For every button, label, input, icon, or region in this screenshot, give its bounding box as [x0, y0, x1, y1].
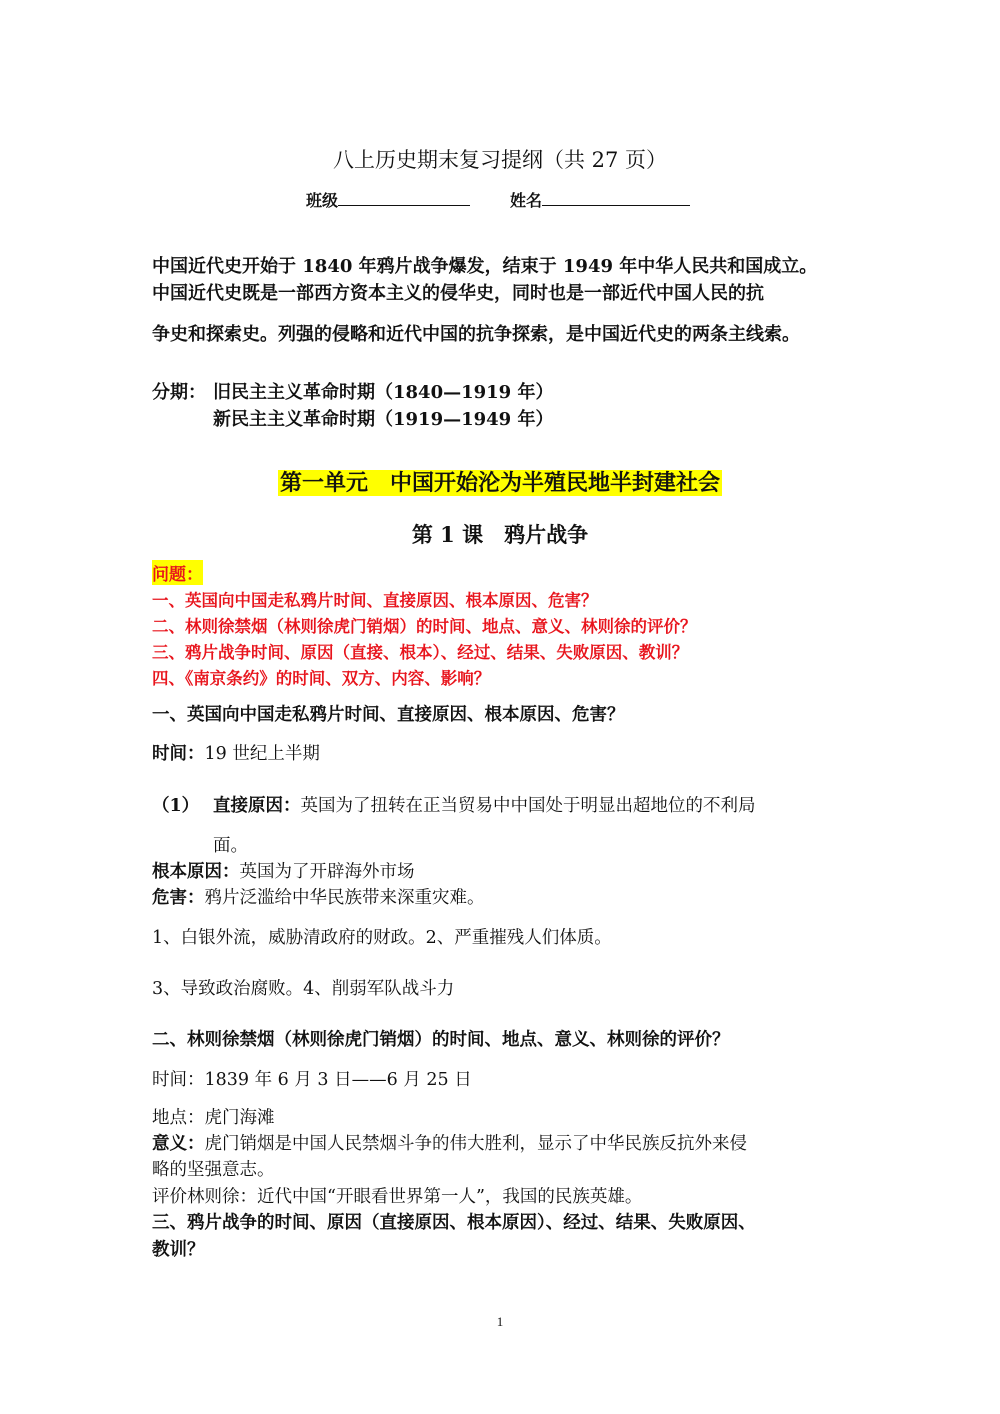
harm-value: 鸦片泛滥给中华民族带来深重灾难。: [204, 888, 485, 908]
section2-meaning-cont: 略的坚强意志。: [152, 1160, 275, 1180]
harm-items-1: 1、白银外流，威胁清政府的财政。2、严重摧残人们体质。: [152, 928, 612, 948]
meaning-label: 意义：: [152, 1134, 205, 1154]
unit-title-wrap: [0, 466, 1000, 497]
class-field[interactable]: [306, 188, 470, 211]
harm: [152, 884, 485, 909]
class-blank[interactable]: [338, 189, 470, 206]
periods-label: 分期：: [152, 382, 206, 403]
section3-heading-line1: 三、鸦片战争的时间、原因（直接原因、根本原因）、经过、结果、失败原因、: [152, 1213, 756, 1233]
period-old: 旧民主主义革命时期（1840—1919 年）: [213, 382, 554, 403]
page-number: 1: [496, 1314, 504, 1329]
section2-time: 时间：1839 年 6 月 3 日——6 月 25 日: [152, 1070, 472, 1090]
section1-time: [152, 740, 320, 765]
direct-cause-cont: 面。: [213, 836, 248, 856]
question-item: 三、鸦片战争时间、原因（直接、根本）、经过、结果、失败原因、教训？: [152, 643, 689, 662]
section2-place: 地点：虎门海滩: [152, 1108, 275, 1128]
root-value: 英国为了开辟海外市场: [239, 862, 415, 882]
root-cause: [152, 858, 415, 883]
intro-line-2: 中国近代史既是一部西方资本主义的侵华史，同时也是一部近代中国人民的抗: [152, 283, 764, 304]
questions-label: 问题：: [152, 560, 203, 585]
meaning-value: 虎门销烟是中国人民禁烟斗争的伟大胜利，显示了中华民族反抗外来侵: [204, 1134, 747, 1154]
intro-line-1: 中国近代史开始于 1840 年鸦片战争爆发，结束于 1949 年中华人民共和国成立。: [152, 256, 818, 277]
section2-heading: 二、林则徐禁烟（林则徐虎门销烟）的时间、地点、意义、林则徐的评价？: [152, 1030, 730, 1050]
item-number: （1）: [152, 796, 200, 816]
root-label: 根本原因：: [152, 862, 240, 882]
question-item: 四、《南京条约》的时间、双方、内容、影响？: [152, 669, 491, 688]
harm-items-2: 3、导致政治腐败。4、削弱军队战斗力: [152, 979, 455, 999]
direct-cause: [213, 792, 756, 817]
page-title: 八上历史期末复习提纲（共 27 页）: [332, 148, 668, 172]
time-label: 时间：: [152, 744, 205, 764]
intro-line-3: 争史和探索史。列强的侵略和近代中国的抗争探索，是中国近代史的两条主线索。: [152, 324, 800, 345]
question-item: 二、林则徐禁烟（林则徐虎门销烟）的时间、地点、意义、林则徐的评价？: [152, 617, 697, 636]
section1-heading: 一、英国向中国走私鸦片时间、直接原因、根本原因、危害？: [152, 705, 625, 725]
direct-label: 直接原因：: [213, 796, 301, 816]
unit-title: 第一单元 中国开始沦为半殖民地半封建社会: [279, 470, 720, 496]
harm-label: 危害：: [152, 888, 205, 908]
question-item: 一、英国向中国走私鸦片时间、直接原因、根本原因、危害？: [152, 591, 598, 610]
time-value: 19 世纪上半期: [204, 744, 320, 764]
class-label: 班级: [306, 191, 339, 210]
section2-evaluation: 评价林则徐：近代中国“开眼看世界第一人”，我国的民族英雄。: [152, 1187, 643, 1207]
lesson-title: 第 1 课 鸦片战争: [411, 522, 589, 547]
section2-meaning: [152, 1130, 747, 1155]
name-blank[interactable]: [542, 189, 690, 206]
name-field[interactable]: [510, 188, 690, 211]
direct-value: 英国为了扭转在正当贸易中中国处于明显出超地位的不利局: [300, 796, 756, 816]
period-new: 新民主主义革命时期（1919—1949 年）: [213, 409, 554, 430]
name-label: 姓名: [510, 191, 543, 210]
section3-heading-line2: 教训？: [152, 1240, 205, 1260]
